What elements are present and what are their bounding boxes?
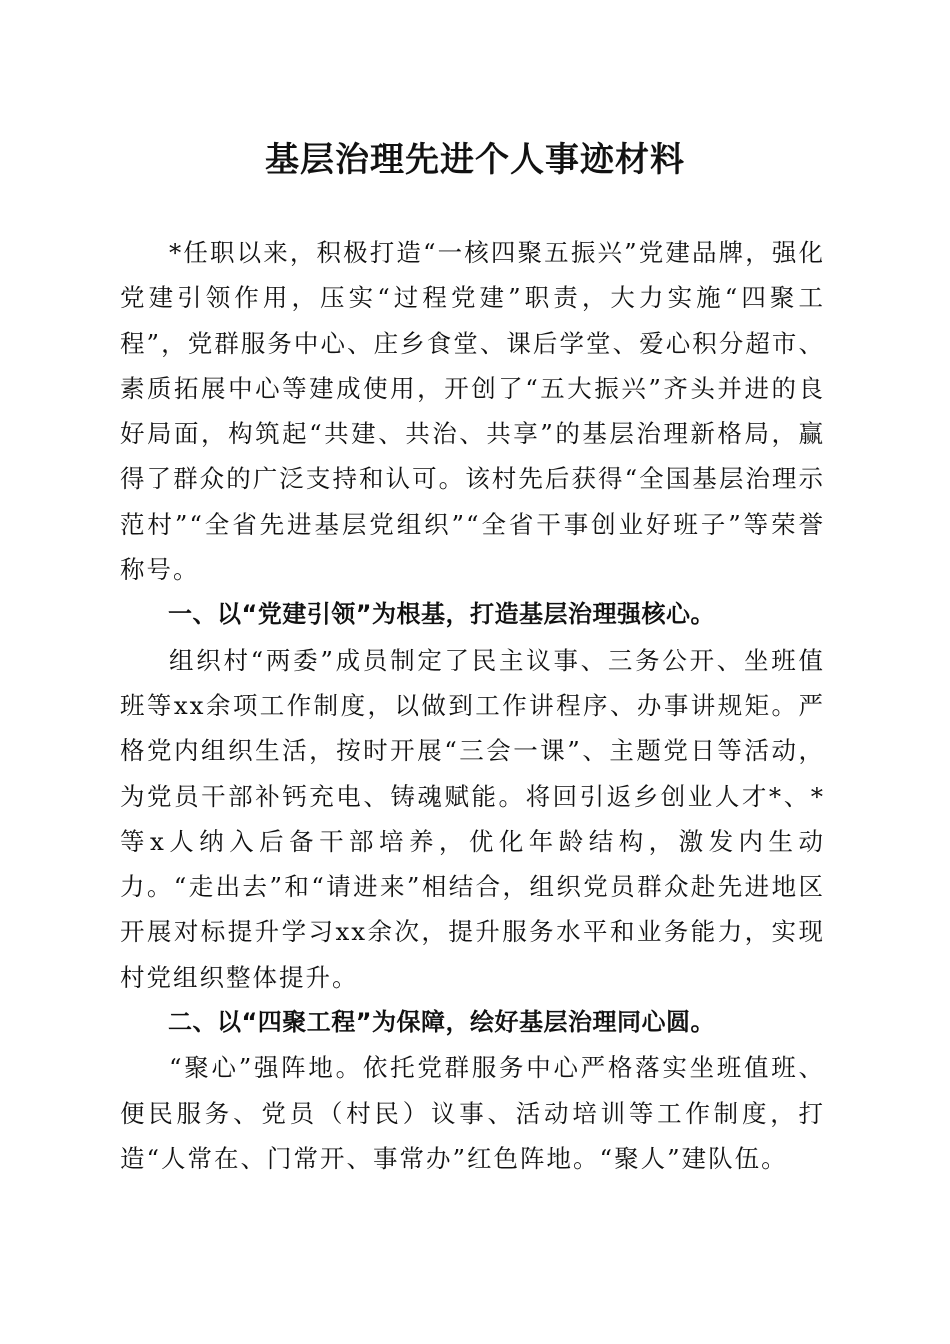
document-body — [120, 230, 825, 1181]
document-title: 基层治理先进个人事迹材料 — [265, 140, 685, 180]
section-heading-1: 一、以“党建引领”为根基，打造基层治理强核心。 — [168, 600, 716, 629]
section-heading-2: 二、以“四聚工程”为保障，绘好基层治理同心圆。 — [168, 1008, 716, 1037]
section-1-paragraph: 组织村“两委”成员制定了民主议事、三务公开、坐班值班等xx余项工作制度，以做到工作讲程序、办事讲规矩。严格党内组织生活，按时开展“三会一课”、主题党日等活动，为党员干部补钙充电、铸魂赋能。将回引返乡创业人才*、*等x人纳入后备干部培养，优化年龄结构，激发内生动力。“走出去”和“请进来”相结合，组织党员群众赴先进地区开展对标提升学习xx余次，提升服务水平和业务能力，实现村党组织整体提升。 — [120, 645, 825, 992]
section-2-paragraph: “聚心”强阵地。依托党群服务中心严格落实坐班值班、便民服务、党员（村民）议事、活动培训等工作制度，打造“人常在、门常开、事常办”红色阵地。“聚人”建队伍。 — [120, 1053, 825, 1173]
intro-paragraph: *任职以来，积极打造“一核四聚五振兴”党建品牌，强化党建引领作用，压实“过程党建”职责，大力实施“四聚工程”，党群服务中心、庄乡食堂、课后学堂、爱心积分超市、素质拓展中心等建成使用，开创了“五大振兴”齐头并进的良好局面，构筑起“共建、共治、共享”的基层治理新格局，赢得了群众的广泛支持和认可。该村先后获得“全国基层治理示范村”“全省先进基层党组织”“全省干事创业好班子”等荣誉称号。 — [120, 238, 825, 585]
